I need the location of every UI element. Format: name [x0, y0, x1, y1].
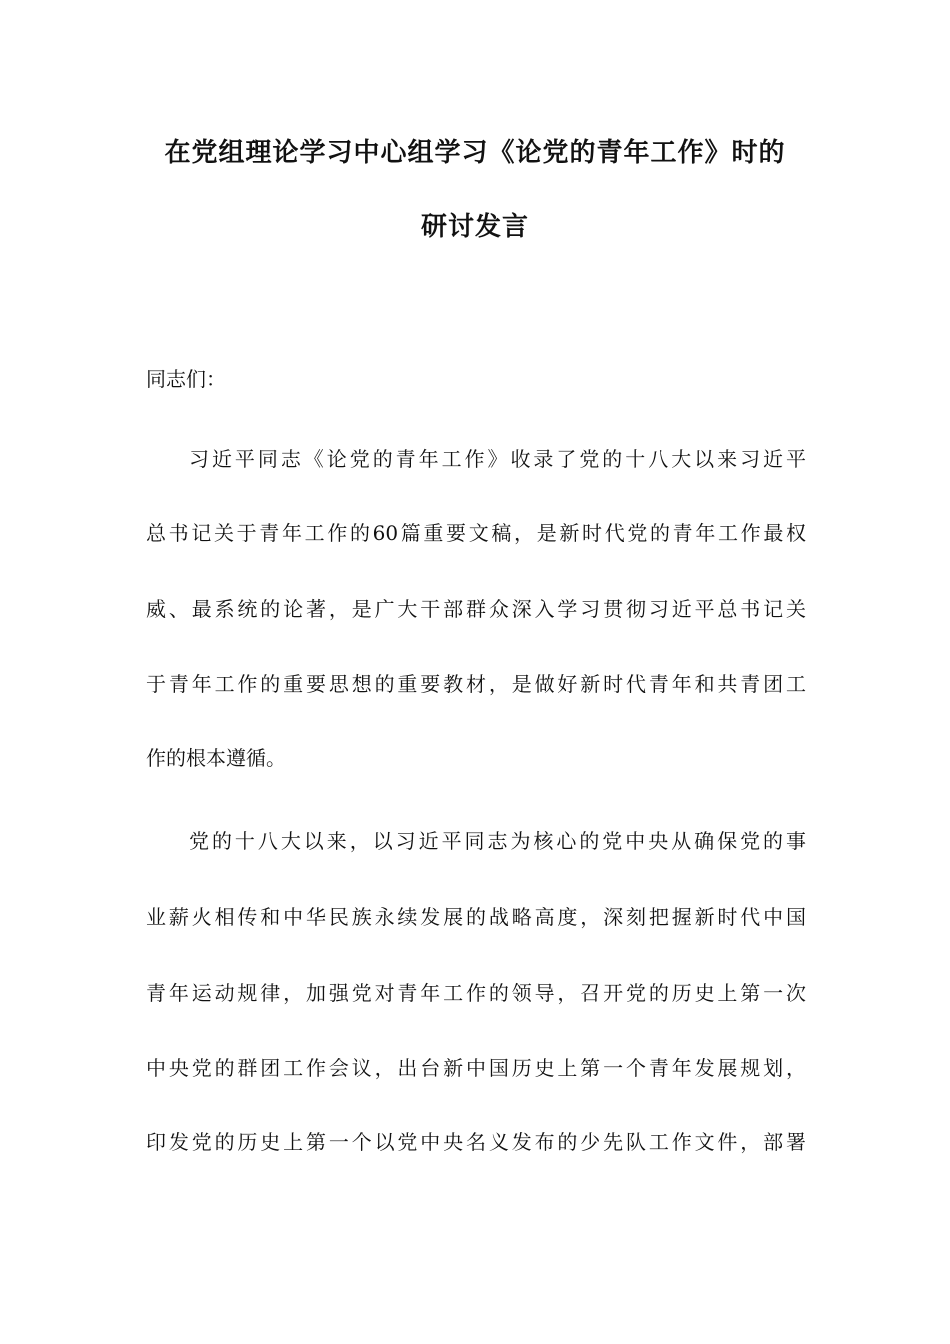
salutation: 同志们：: [146, 367, 226, 391]
paragraph-2-line-1: 党的十八大以来，以习近平同志为核心的党中央从确保党的事: [189, 829, 806, 853]
paragraph-1-line-5: 作的根本遵循。: [146, 746, 286, 770]
paragraph-1-line-2: 总书记关于青年工作的60篇重要文稿，是新时代党的青年工作最权: [146, 521, 806, 545]
paragraph-2-line-5: 印发党的历史上第一个以党中央名义发布的少先队工作文件，部署: [146, 1130, 806, 1154]
paragraph-2-line-2: 业薪火相传和中华民族永续发展的战略高度，深刻把握新时代中国: [146, 905, 806, 929]
paragraph-2-line-3: 青年运动规律，加强党对青年工作的领导，召开党的历史上第一次: [146, 981, 806, 1005]
paragraph-1-line-1: 习近平同志《论党的青年工作》收录了党的十八大以来习近平: [189, 447, 806, 471]
paragraph-1-line-3: 威、最系统的论著，是广大干部群众深入学习贯彻习近平总书记关: [146, 597, 806, 621]
document-title-line-2: 研讨发言: [420, 212, 529, 242]
paragraph-1-line-4: 于青年工作的重要思想的重要教材，是做好新时代青年和共青团工: [146, 672, 806, 696]
paragraph-2-line-4: 中央党的群团工作会议，出台新中国历史上第一个青年发展规划，: [146, 1056, 806, 1080]
document-title-line-1: 在党组理论学习中心组学习《论党的青年工作》时的: [164, 138, 786, 168]
